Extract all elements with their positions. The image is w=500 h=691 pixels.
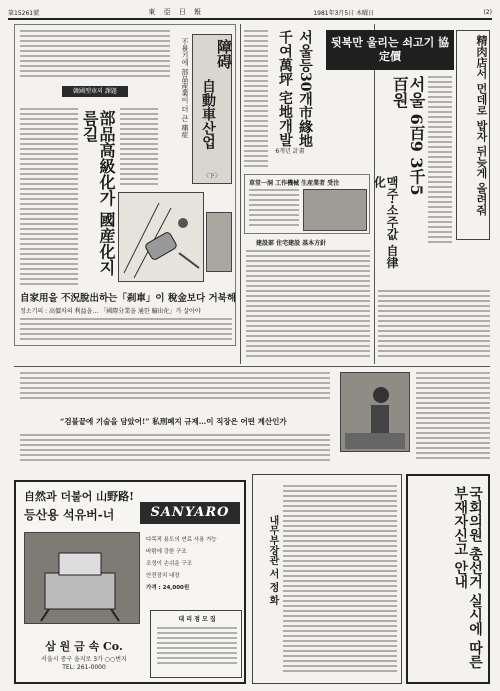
banner-text: 뒷북만 울리는 쇠고기 協定價 (330, 36, 450, 63)
ad-feature: 안전장치 내장 (146, 573, 180, 579)
brand-text: SANYARO (150, 505, 230, 520)
series-kicker: 障碍 (215, 39, 233, 69)
car-drawing (119, 193, 205, 283)
issue-number: 第15261號 (8, 9, 40, 17)
side-column-box (456, 30, 490, 240)
notice-text (283, 485, 397, 675)
left-bottom-subhead: 정소기의 : 高價차의 利益을… 「國際分業을 通한 輸出化」가 살아야 (20, 308, 201, 315)
series-part: 〈下〉 (202, 173, 221, 180)
masthead (8, 6, 492, 20)
section-label: 韓國型車의 課題 (62, 86, 128, 97)
dealer-box (150, 610, 242, 678)
election-notice-heading: 국회의원 총선거 실시에 따른 부재자신고 안내 (452, 486, 483, 669)
center-news-box (244, 174, 370, 234)
ad-feature: 조정이 손쉬운 구조 (146, 561, 193, 567)
dealer-title: 대 리 점 모 집 (178, 616, 216, 623)
ad-company: 삼 원 금 속 Co. (45, 640, 123, 653)
election-notice (406, 474, 490, 684)
ad-feature-list (146, 534, 242, 594)
series-byline: 不景기에 部品産業이 더 큰 痛症 (181, 38, 189, 138)
left-bottom-headline: 自家用을 不況脫出하는「刹車」이 稅金보다 거북해 (20, 293, 237, 304)
ad-product: 등산용 석유버-너 (24, 508, 115, 522)
article-text-block (20, 108, 78, 290)
ad-address: 서울시 중구 을지로 3가 ○○번지 (41, 656, 127, 663)
section-rule (14, 366, 490, 367)
left-headline: 部品高級化가 國産化지름길 (80, 110, 116, 276)
series-title: 自動車산업 (200, 79, 216, 149)
figure-drawing (341, 373, 411, 453)
dealer-text (157, 627, 237, 675)
page-number: (2) (483, 8, 492, 16)
article-text-block (20, 372, 330, 402)
price-headline: 서울 6百9 3千5百원 (390, 76, 426, 196)
stove-drawing (25, 533, 141, 625)
article-text-block (416, 372, 490, 466)
article-text-block (244, 30, 268, 170)
article-text-block (20, 30, 170, 80)
issue-date: 1981年3月5日 木曜日 (313, 9, 375, 17)
article-text-block (20, 434, 330, 466)
small-photo (206, 212, 232, 272)
ad-feature: 바람에 강한 구조 (146, 549, 187, 555)
center-caption: 6개년 計畫 (275, 148, 305, 155)
beer-soju-headline: 맥주·소주값 自律化 (372, 176, 399, 269)
ministry-notice (252, 474, 402, 684)
car-illustration (118, 192, 204, 282)
small-headline: 建設部 住宅建設 基本方針 (256, 240, 327, 247)
beef-price-banner (326, 30, 454, 70)
article-text-block (378, 290, 490, 360)
article-text-block (428, 76, 452, 246)
bottom-caption: “검불끝에 기술을 담았어!” 私刑폐지 규제…이 직장은 어떤 계산인가 (60, 417, 287, 426)
article-text-block (20, 318, 232, 344)
ad-feature: 가격 : 24,000원 (146, 585, 190, 591)
side-vertical-headline: 精肉店서 먼데로 밥자 뒤늦게 올려줘 (475, 35, 488, 216)
sanyaro-ad (14, 480, 246, 684)
center-headline-2: 千여萬坪 宅地개발 (277, 30, 293, 147)
article-text-block (120, 108, 158, 188)
series-title-box (192, 34, 232, 184)
stove-photo (24, 532, 140, 624)
column-rule (240, 24, 241, 364)
workshop-photo (340, 372, 410, 452)
article-text-block (246, 250, 370, 360)
ad-telephone: TEL: 261-0000 (62, 664, 106, 671)
ministry-signature: 내무부장관 서 정 화 (267, 515, 278, 606)
article-text-block (249, 189, 299, 231)
center-headline-1: 서울등30개市緣地 (297, 30, 313, 148)
paper-name: 東 亞 日 報 (148, 8, 205, 16)
ad-slogan: 自然과 더불어 山野路! (24, 490, 134, 503)
small-headline: 草堂一洞 工作機械 生産業者 受注 (249, 180, 340, 187)
ad-brand (140, 502, 240, 524)
ad-feature: 다목적 용도의 연료 사용 가능 (146, 537, 217, 543)
factory-photo (303, 189, 367, 231)
column-rule (374, 24, 375, 364)
